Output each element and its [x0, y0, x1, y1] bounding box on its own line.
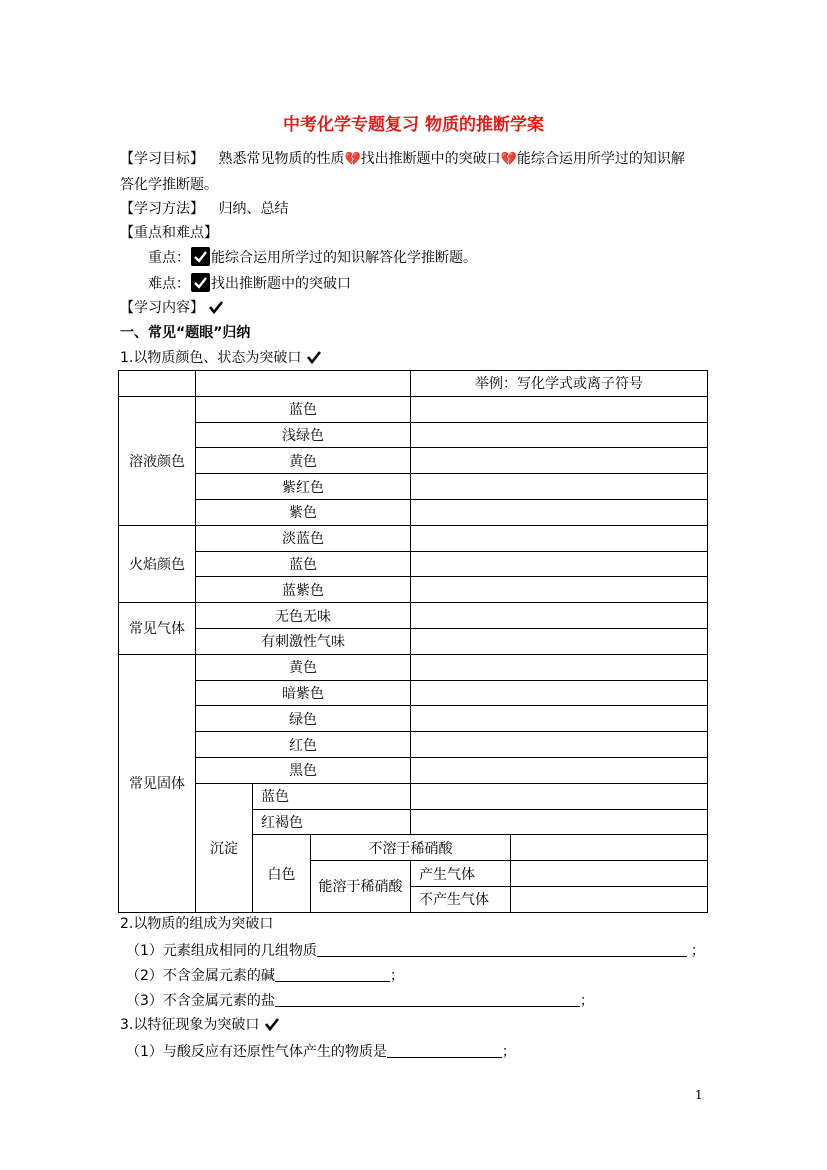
page-number: 1: [695, 1088, 703, 1102]
table-row: [119, 783, 708, 809]
row-label: 蓝紫色: [196, 577, 411, 603]
answer-blank[interactable]: [275, 990, 580, 1007]
row-label: 淡蓝色: [196, 525, 411, 551]
row-label: 黑色: [196, 757, 411, 783]
table-row: [119, 448, 708, 474]
broken-heart-icon: 💔: [344, 152, 361, 167]
row-label: 蓝色: [253, 783, 411, 809]
table-row: [119, 706, 708, 732]
check-mark-icon: [208, 299, 224, 315]
group-common-solid: 常见固体: [119, 654, 196, 912]
section1-heading: 一、常见“题眼”归纳: [120, 325, 251, 341]
answer-blank[interactable]: [275, 965, 390, 982]
answer-cell[interactable]: [411, 757, 708, 783]
objectives-line2: 答化学推断题。: [120, 177, 218, 193]
table-row: [119, 396, 708, 422]
semicolon: ；: [690, 943, 705, 959]
objectives-part1: 熟悉常见物质的性质: [218, 151, 345, 167]
row-label: 不溶于稀硝酸: [311, 835, 511, 861]
semicolon: ；: [501, 1044, 516, 1060]
row-label: 绿色: [196, 706, 411, 732]
row-label: 不产生气体: [411, 886, 511, 912]
row-label: 紫色: [196, 499, 411, 525]
difficulty-label: 难点：: [148, 276, 190, 292]
method-line: [120, 199, 288, 219]
white-label: 白色: [253, 835, 311, 912]
row-label: 浅绿色: [196, 422, 411, 448]
answer-cell[interactable]: [411, 680, 708, 706]
content-label: 【学习内容】: [120, 300, 204, 316]
focus-text: 能综合运用所学过的知识解答化学推断题。: [211, 250, 477, 266]
row-label: 蓝色: [196, 396, 411, 422]
q3-1-line: [126, 1041, 516, 1062]
checkbox-checked-icon: [191, 273, 210, 292]
page-title: 中考化学专题复习 物质的推断学案: [283, 115, 544, 135]
answer-cell[interactable]: [411, 654, 708, 680]
focus-line: [148, 247, 477, 268]
row-label: 产生气体: [411, 861, 511, 887]
row-label: 蓝色: [196, 551, 411, 577]
content-line: [120, 298, 224, 318]
answer-cell[interactable]: [411, 577, 708, 603]
objectives-part3: 能综合运用所学过的知识解: [516, 151, 685, 167]
row-label: 红褐色: [253, 809, 411, 835]
table-row: [119, 499, 708, 525]
difficulty-text: 找出推断题中的突破口: [211, 276, 351, 292]
answer-cell[interactable]: [511, 835, 708, 861]
answer-cell[interactable]: [511, 886, 708, 912]
q2-2-line: [126, 965, 404, 986]
header-example: 举例：写化学式或离子符号: [411, 371, 708, 397]
row-label: 无色无味: [196, 603, 411, 629]
answer-cell[interactable]: [411, 396, 708, 422]
table-row: [119, 628, 708, 654]
q2-1-line: [126, 940, 705, 961]
sub1-line: [120, 348, 322, 368]
table-row: [119, 525, 708, 551]
table-row: [119, 577, 708, 603]
answer-cell[interactable]: [411, 448, 708, 474]
table-cell: [119, 371, 196, 397]
q2-2-text: （2）不含金属元素的碱: [126, 968, 275, 984]
q2-3-line: [126, 990, 594, 1011]
difficulty-line: [148, 273, 351, 294]
table-row: [119, 757, 708, 783]
table-row: [119, 732, 708, 758]
table-row: [119, 474, 708, 500]
answer-cell[interactable]: [411, 603, 708, 629]
focus-label: 重点：: [148, 250, 190, 266]
answer-cell[interactable]: [411, 474, 708, 500]
row-label: 黄色: [196, 654, 411, 680]
row-label: 能溶于稀硝酸: [311, 861, 411, 913]
answer-cell[interactable]: [411, 422, 708, 448]
semicolon: ；: [389, 968, 404, 984]
precipitate-label: 沉淀: [196, 783, 253, 912]
method-label: 【学习方法】: [120, 201, 204, 217]
objectives-line: [120, 149, 685, 170]
table-row: [119, 603, 708, 629]
row-label: 红色: [196, 732, 411, 758]
answer-cell[interactable]: [511, 861, 708, 887]
objectives-label: 【学习目标】: [120, 151, 204, 167]
answer-blank[interactable]: [387, 1041, 502, 1058]
row-label: 有刺激性气味: [196, 628, 411, 654]
row-label: 黄色: [196, 448, 411, 474]
check-mark-icon: [264, 1016, 280, 1032]
table-row: [119, 422, 708, 448]
group-common-gas: 常见气体: [119, 603, 196, 655]
checkbox-checked-icon: [191, 247, 210, 266]
answer-cell[interactable]: [411, 628, 708, 654]
group-solution-color: 溶液颜色: [119, 396, 196, 525]
table-row: [119, 680, 708, 706]
sub3-line: [120, 1015, 280, 1035]
answer-blank[interactable]: [317, 940, 687, 957]
q2-1-text: （1）元素组成相同的几组物质: [126, 943, 317, 959]
answer-cell[interactable]: [411, 551, 708, 577]
sub3-heading: 3.以特征现象为突破口: [120, 1017, 260, 1033]
sub1-heading: 1.以物质颜色、状态为突破口: [120, 350, 302, 366]
group-flame-color: 火焰颜色: [119, 525, 196, 602]
key-label: 【重点和难点】: [120, 225, 218, 241]
answer-cell[interactable]: [411, 706, 708, 732]
check-mark-icon: [306, 349, 322, 365]
q3-1-text: （1）与酸反应有还原性气体产生的物质是: [126, 1044, 387, 1060]
color-state-table: [118, 370, 708, 913]
answer-cell[interactable]: [411, 783, 708, 809]
semicolon: ；: [579, 993, 594, 1009]
answer-cell[interactable]: [411, 525, 708, 551]
answer-cell[interactable]: [411, 499, 708, 525]
broken-heart-icon: 💔: [500, 152, 517, 167]
objectives-part2: 找出推断题中的突破口: [360, 151, 501, 167]
table-row: [119, 551, 708, 577]
table-row: [119, 654, 708, 680]
q2-3-text: （3）不含金属元素的盐: [126, 993, 275, 1009]
answer-cell[interactable]: [411, 809, 708, 835]
table-header-row: [119, 371, 708, 397]
row-label: 紫红色: [196, 474, 411, 500]
method-text: 归纳、总结: [218, 201, 289, 217]
table-cell: [196, 371, 411, 397]
row-label: 暗紫色: [196, 680, 411, 706]
answer-cell[interactable]: [411, 732, 708, 758]
sub2-heading: 2.以物质的组成为突破口: [120, 916, 274, 932]
